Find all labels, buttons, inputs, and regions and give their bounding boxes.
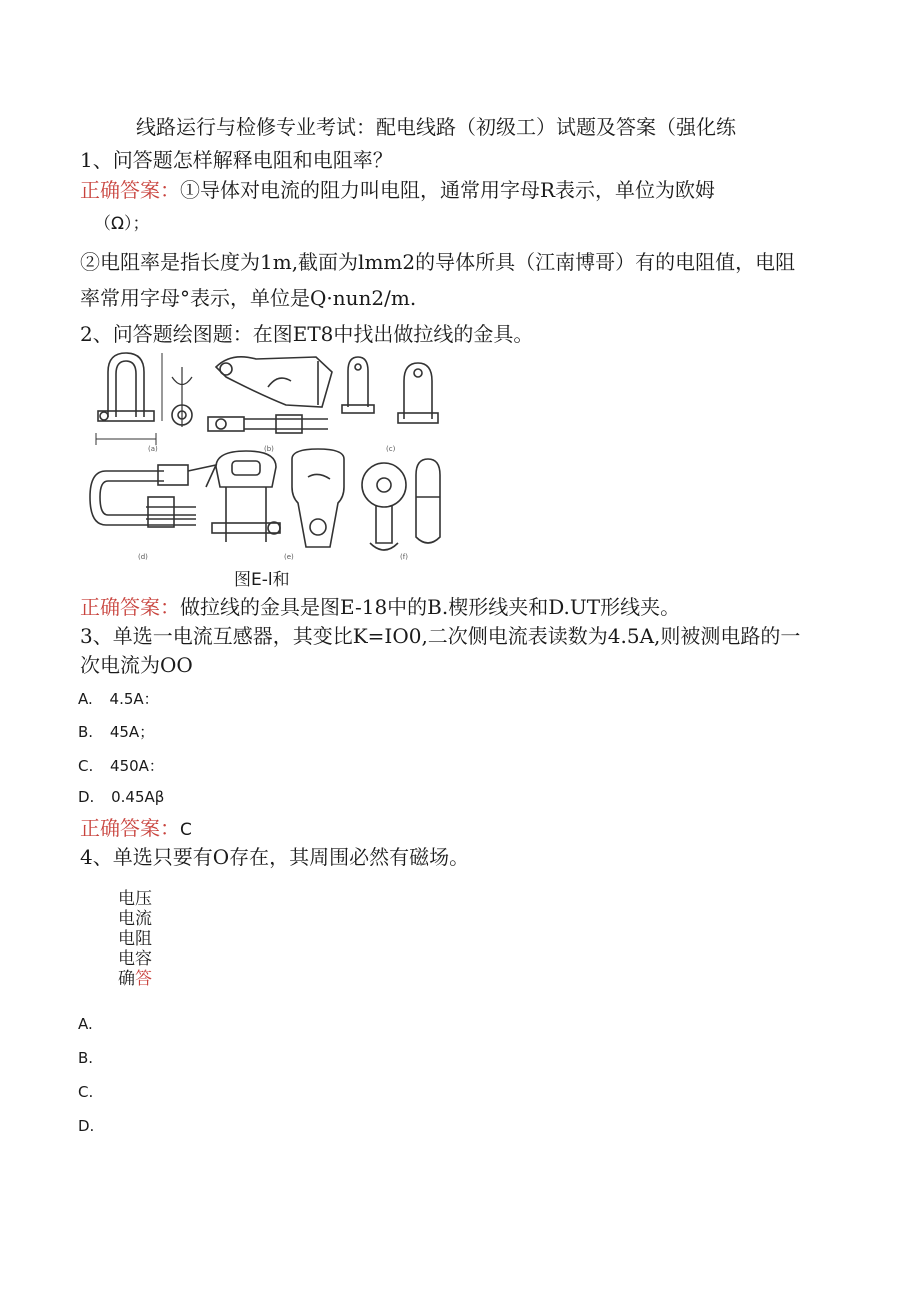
option-key: A. [78, 690, 93, 708]
answer-2-text: 做拉线的金具是图E-18中的B.楔形线夹和D.UT形线夹。 [180, 595, 681, 619]
answer-1-line-1 [80, 177, 715, 203]
option-d [78, 788, 164, 806]
fittings-figure [86, 347, 444, 565]
answer-fragment-1: 确 [118, 969, 135, 989]
svg-text:(d): (d) [138, 553, 148, 561]
answer-3-text: C [180, 820, 192, 840]
svg-text:(f): (f) [400, 553, 408, 561]
option-key: B. [78, 723, 94, 741]
option-text: 450A： [110, 757, 164, 775]
figure-caption: 图E-l和 [234, 570, 290, 590]
option-key: D. [78, 788, 95, 806]
option-key: C. [78, 757, 94, 775]
svg-text:(e): (e) [284, 553, 294, 561]
option-key-d: D. [78, 1117, 95, 1135]
answer-2 [80, 594, 680, 620]
option-key-a: A. [78, 1015, 93, 1033]
document-title: 线路运行与检修专业考试：配电线路（初级工）试题及答案（强化练 [136, 115, 736, 139]
option-key-c: C. [78, 1083, 94, 1101]
answer-label: 正确答案： [80, 595, 180, 619]
option-a [78, 688, 159, 709]
question-2: 2、问答题绘图题：在图ET8中找出做拉线的金具。 [80, 322, 534, 346]
choice-1: 电压 [118, 889, 152, 909]
svg-text:(c): (c) [386, 445, 396, 453]
option-text: 4.5A： [109, 690, 159, 708]
answer-1-text-1: ①导体对电流的阻力叫电阻，通常用字母R表示，单位为欧姆 [180, 178, 716, 202]
answer-3 [80, 815, 192, 843]
choice-4: 电容 [118, 949, 152, 969]
option-key-b: B. [78, 1049, 94, 1067]
answer-fragment [118, 969, 152, 989]
answer-label: 正确答案： [80, 816, 180, 840]
question-4: 4、单选只要有O存在，其周围必然有磁场。 [80, 845, 470, 869]
option-text: 45A； [109, 723, 155, 741]
choice-3: 电阻 [118, 929, 152, 949]
answer-1-line-2: （Ω）； [94, 214, 150, 234]
option-c [78, 755, 164, 776]
answer-label: 正确答案： [80, 178, 180, 202]
svg-text:(b): (b) [264, 445, 274, 453]
answer-1-line-4: 率常用字母°表示，单位是Q·nun2∕m. [80, 286, 417, 310]
svg-text:(a): (a) [148, 445, 158, 453]
question-3-line-2: 次电流为OO [80, 653, 193, 677]
choice-2: 电流 [118, 909, 152, 929]
question-3-line-1: 3、单选一电流互感器，其变比K=IO0,二次侧电流表读数为4.5A,则被测电路的一 [80, 624, 801, 648]
question-1: 1、问答题怎样解释电阻和电阻率？ [80, 148, 393, 172]
option-b [78, 721, 154, 742]
answer-1-line-3: ②电阻率是指长度为1m,截面为lmm2的导体所具（江南博哥）有的电阻值，电阻 [80, 250, 796, 274]
option-text: 0.45Aβ [111, 788, 165, 806]
answer-fragment-2: 答 [135, 969, 152, 989]
